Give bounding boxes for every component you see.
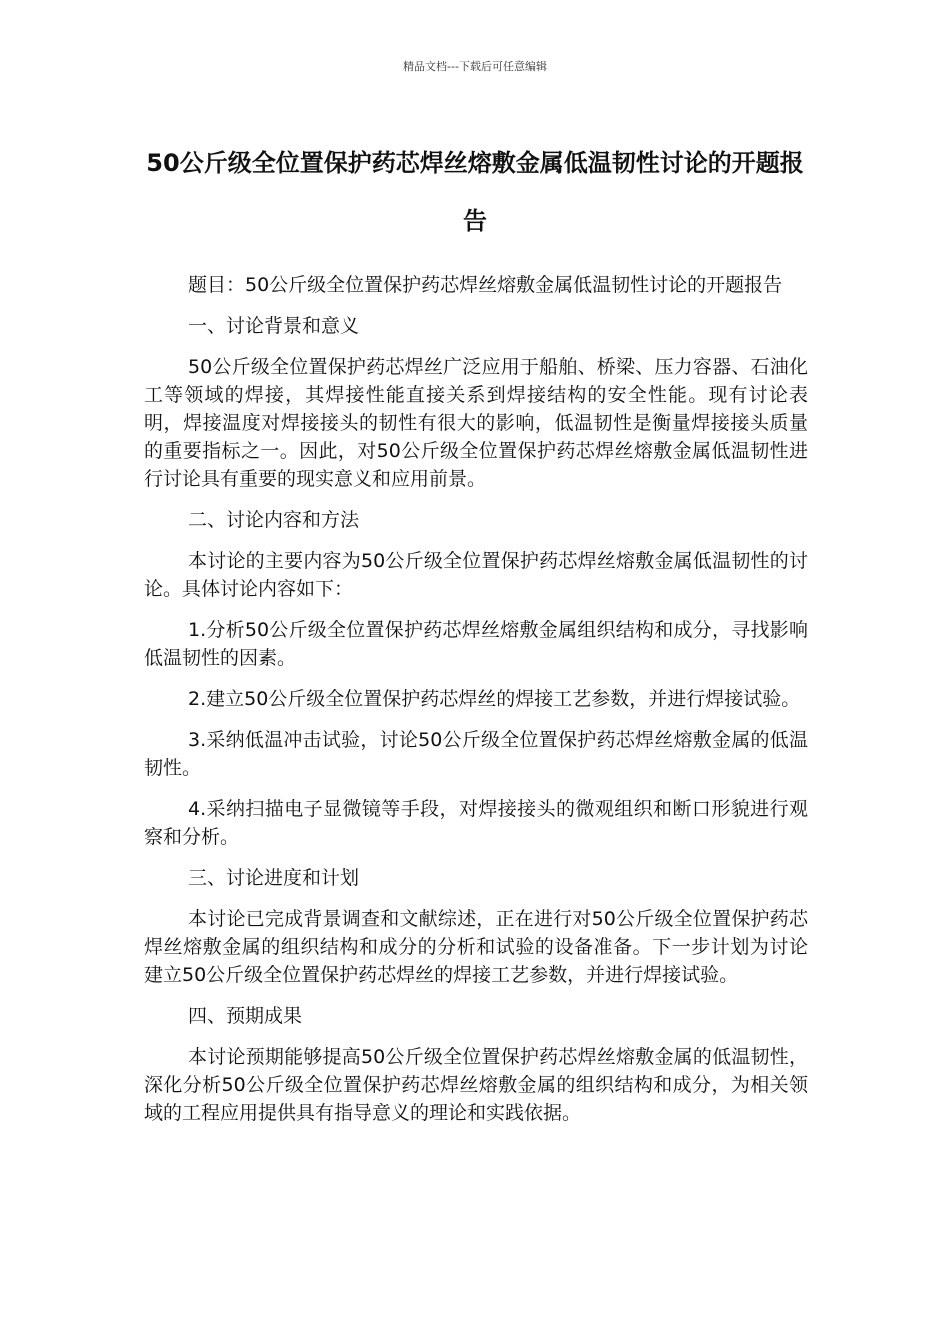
expected-results-paragraph: 本讨论预期能够提高50公斤级全位置保护药芯焊丝熔敷金属的低温韧性，深化分析50公斤级全位置保护药芯焊丝熔敷金属的组织结构和成分，为相关领域的工程应用提供具有指导意义的理论和实践依据。 xyxy=(144,1046,808,1124)
topic-paragraph: 题目：50公斤级全位置保护药芯焊丝熔敷金属低温韧性讨论的开题报告 xyxy=(188,274,783,296)
content-item-2: 2.建立50公斤级全位置保护药芯焊丝的焊接工艺参数，并进行焊接试验。 xyxy=(188,688,801,710)
section-heading-progress-plan: 三、讨论进度和计划 xyxy=(188,867,360,889)
content-item-3: 3.采纳低温冲击试验，讨论50公斤级全位置保护药芯焊丝熔敷金属的低温韧性。 xyxy=(144,729,808,779)
section-heading-background: 一、讨论背景和意义 xyxy=(188,315,360,337)
content-intro-paragraph: 本讨论的主要内容为50公斤级全位置保护药芯焊丝熔敷金属低温韧性的讨论。具体讨论内容如下： xyxy=(144,550,808,600)
content-item-1: 1.分析50公斤级全位置保护药芯焊丝熔敷金属组织结构和成分，寻找影响低温韧性的因素。 xyxy=(144,619,808,669)
document-title: 50公斤级全位置保护药芯焊丝熔敷金属低温韧性讨论的开题报告 xyxy=(146,149,804,235)
section-heading-content-methods: 二、讨论内容和方法 xyxy=(188,509,360,531)
progress-paragraph: 本讨论已完成背景调查和文献综述，正在进行对50公斤级全位置保护药芯焊丝熔敷金属的组织结构和成分的分析和试验的设备准备。下一步计划为讨论建立50公斤级全位置保护药芯焊丝的焊接工艺参数，并进行焊接试验。 xyxy=(144,908,808,986)
header-note: 精品文档---下载后可任意编辑 xyxy=(403,60,547,73)
content-item-4: 4.采纳扫描电子显微镜等手段，对焊接接头的微观组织和断口形貌进行观察和分析。 xyxy=(144,798,808,848)
background-paragraph: 50公斤级全位置保护药芯焊丝广泛应用于船舶、桥梁、压力容器、石油化工等领域的焊接，其焊接性能直接关系到焊接结构的安全性能。现有讨论表明，焊接温度对焊接接头的韧性有很大的影响，低温韧性是衡量焊接接头质量的重要指标之一。因此，对50公斤级全位置保护药芯焊丝熔敷金属低温韧性进行讨论具有重要的现实意义和应用前景。 xyxy=(144,356,808,490)
section-heading-expected-results: 四、预期成果 xyxy=(188,1005,303,1027)
document-body xyxy=(144,271,808,1140)
